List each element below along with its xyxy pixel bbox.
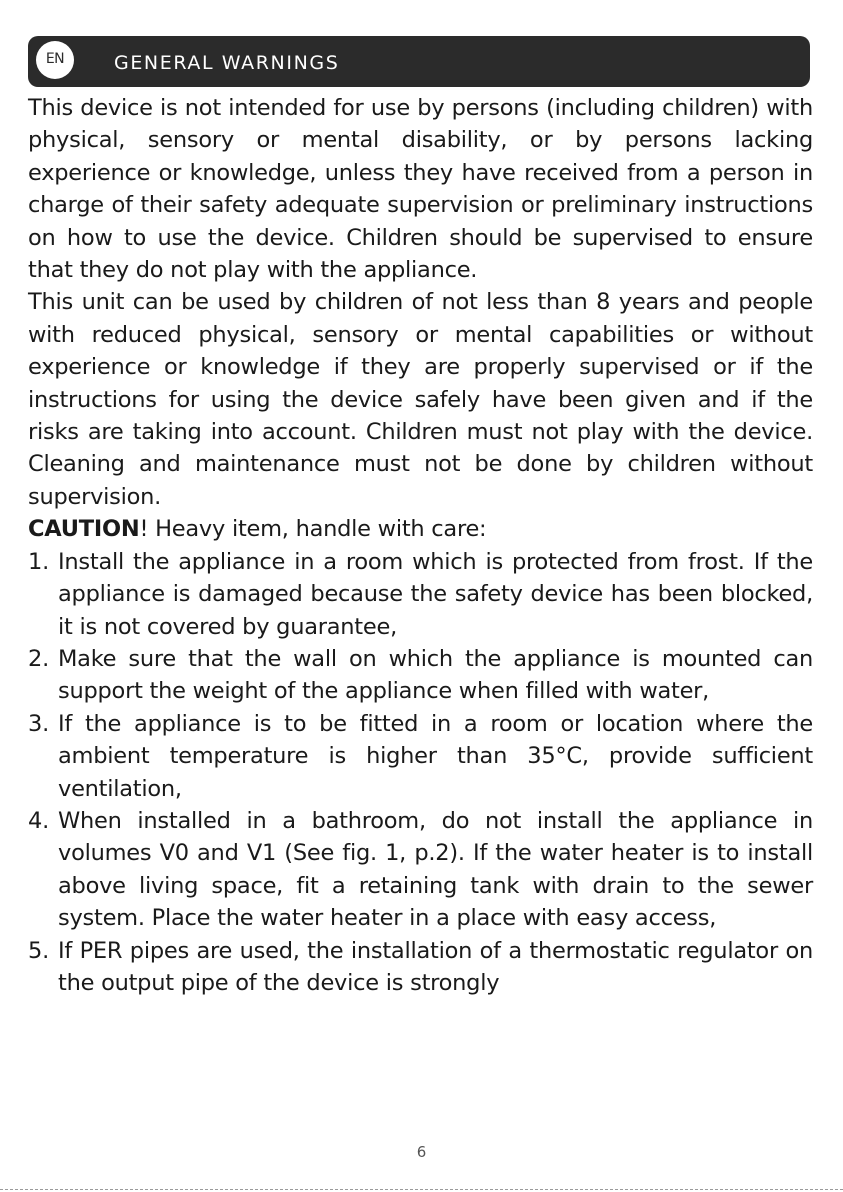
list-item [28,935,813,1000]
list-item-text: If the appliance is to be fitted in a room or location where the ambient temperature is higher than 35°C, provide sufficient ventilation, [58,710,813,802]
list-item-number: 4. [28,807,49,834]
section-title: GENERAL WARNINGS [114,52,340,74]
list-item [28,708,813,805]
page-number: 6 [416,1143,427,1161]
warnings-list [28,546,813,1000]
list-item-text: Install the appliance in a room which is protected from frost. If the appliance is damaged because the safety device has been blocked, it is not covered by guarantee, [58,548,813,640]
caution-label: CAUTION [28,516,140,543]
paragraph-supervision: This device is not intended for use by persons (including children) with physical, sensory or mental disability, or by persons lacking experience or knowledge, unless they have received from a person in charge of their safety adequate supervision or preliminary instructions on how to use the device. Children should be supervised to ensure that they do not play with the appliance. [28,95,813,284]
list-item [28,805,813,935]
warnings-content [28,92,813,999]
section-header-bar [28,36,810,87]
caution-text: ! Heavy item, handle with care: [139,516,487,543]
language-badge: EN [36,41,74,79]
list-item-number: 3. [28,710,49,737]
list-item-text: If PER pipes are used, the installation of a thermostatic regulator on the output pipe of the device is strongly [58,937,813,996]
list-item-text: When installed in a bathroom, do not install the appliance in volumes V0 and V1 (See fig. 1, p.2). If the water heater is to install above living space, fit a retaining tank with drain to the sewer system. Place the water heater in a place with easy access, [58,807,813,932]
list-item [28,643,813,708]
list-item [28,546,813,643]
list-item-number: 2. [28,645,49,672]
list-item-text: Make sure that the wall on which the appliance is mounted can support the weight of the appliance when filled with water, [58,645,813,705]
paragraph-children-usage: This unit can be used by children of not less than 8 years and people with reduced physical, sensory or mental capabilities or without experience or knowledge if they are properly supervised or if the instructions for using the device safely have been given and if the risks are taking into account. Children must not play with the device. Cleaning and maintenance must not be done by children without supervision. [28,289,813,510]
caution-line [28,513,813,545]
page-bottom-divider [0,1189,843,1190]
list-item-number: 1. [28,548,49,575]
list-item-number: 5. [28,937,49,964]
